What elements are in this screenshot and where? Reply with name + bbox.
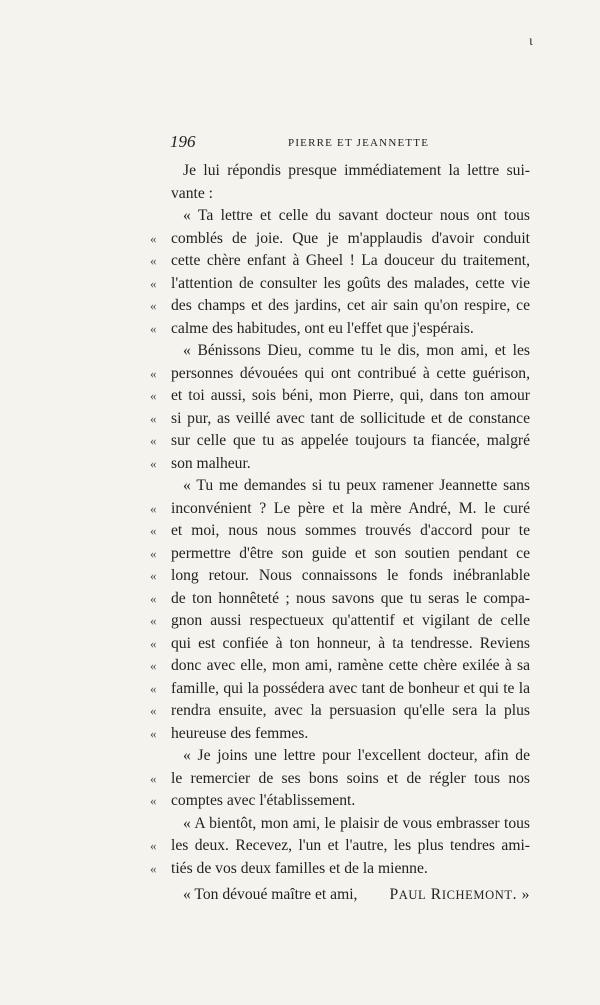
text-line	[150, 520, 530, 543]
line-text: de ton honnêteté ; nous savons que tu seras le compa-	[171, 589, 530, 607]
quote-mark: «	[150, 523, 157, 538]
text-line	[150, 745, 530, 768]
line-text: les deux. Recevez, l'un et l'autre, les plus tendres ami-	[171, 837, 530, 854]
line-text: « Bénissons Dieu, comme tu le dis, mon ami, et les	[183, 342, 530, 359]
line-text: donc avec elle, mon ami, ramène cette chère exilée à sa	[171, 657, 530, 674]
line-text: inconvénient ? Le père et la mère André, M. le curé	[171, 499, 530, 517]
line-text: permettre d'être son guide et son soutien pendant ce	[171, 544, 530, 562]
quote-mark: «	[150, 838, 157, 853]
text-line	[150, 295, 530, 318]
quote-mark: «	[150, 253, 157, 268]
text-line	[150, 228, 530, 251]
quote-mark: «	[150, 230, 157, 246]
quote-mark: «	[150, 658, 157, 673]
text-line	[150, 858, 530, 881]
quote-mark: «	[150, 770, 157, 786]
quote-mark: «	[150, 388, 157, 403]
quote-mark: «	[150, 275, 157, 291]
body-text	[150, 160, 530, 907]
line-text: « A bientôt, mon ami, le plaisir de vous embrasser tous	[183, 814, 530, 832]
text-line	[150, 813, 530, 836]
text-line	[150, 205, 530, 228]
name-initial-1: P	[389, 886, 399, 903]
text-line	[150, 768, 530, 791]
quote-mark: «	[150, 298, 157, 313]
line-text: Je lui répondis presque immédiatement la lettre sui-	[183, 162, 530, 179]
quote-mark: «	[150, 320, 157, 336]
line-text: personnes dévouées qui ont contribué à cette guérison,	[171, 364, 530, 382]
line-text: long retour. Nous connaissons le fonds inébranlable	[171, 567, 530, 584]
quote-mark: «	[150, 410, 157, 426]
quote-mark: «	[150, 365, 157, 381]
name-initial-2: R	[430, 886, 442, 903]
page-header	[170, 134, 530, 154]
quote-mark: «	[150, 433, 157, 448]
line-text: « Ta lettre et celle du savant docteur nous ont tous	[183, 207, 530, 224]
line-text: comblés de joie. Que je m'applaudis d'avoir conduit	[171, 229, 530, 247]
text-line	[150, 700, 530, 723]
name-end: . »	[512, 886, 530, 903]
line-text: famille, qui la possédera avec tant de bonheur et qui te la	[171, 679, 530, 697]
text-line	[150, 475, 530, 498]
text-line	[150, 273, 530, 296]
line-text: qui est confiée à ton honneur, à ta tendresse. Reviens	[171, 634, 530, 652]
text-line	[150, 835, 530, 858]
quote-mark: «	[150, 455, 157, 471]
text-line	[150, 160, 530, 183]
line-text: le remercier de ses bons soins et de régler tous nos	[171, 769, 530, 787]
text-line	[150, 565, 530, 588]
line-text: gnon aussi respectueux qu'attentif et vigilant de celle	[171, 612, 530, 629]
top-mark: ι	[529, 34, 533, 49]
text-line	[150, 250, 530, 273]
text-line	[150, 363, 530, 386]
closing-text: « Ton dévoué maître et ami,	[183, 886, 358, 903]
quote-mark: «	[150, 635, 157, 651]
signature-name	[390, 884, 530, 907]
line-text: comptes avec l'établissement.	[171, 792, 356, 809]
text-line	[150, 610, 530, 633]
line-text: tiés de vos deux familles et de la mienne.	[171, 859, 428, 877]
quote-mark: «	[150, 613, 157, 628]
quote-mark: «	[150, 680, 157, 696]
line-text: « Je joins une lettre pour l'excellent docteur, afin de	[183, 747, 530, 764]
text-line	[150, 498, 530, 521]
text-line	[150, 318, 530, 341]
line-text: rendra ensuite, avec la persuasion qu'elle sera la plus	[171, 702, 530, 719]
text-line	[150, 408, 530, 431]
signature-line	[150, 884, 530, 907]
text-line	[150, 543, 530, 566]
text-line	[150, 633, 530, 656]
page-number: 196	[170, 132, 196, 151]
line-text: heureuse des femmes.	[171, 724, 309, 742]
line-text: sur celle que tu as appelée toujours ta fiancée, malgré	[171, 432, 530, 449]
quote-mark: «	[150, 703, 157, 718]
quote-mark: «	[150, 793, 157, 808]
line-text: des champs et des jardins, cet air sain qu'on respire, ce	[171, 297, 530, 314]
text-line	[150, 655, 530, 678]
line-text: vante :	[171, 184, 213, 202]
line-text: si pur, as veillé avec tant de sollicitude et de constance	[171, 409, 530, 427]
quote-mark: «	[150, 590, 157, 606]
line-text: son malheur.	[171, 454, 251, 472]
line-text: « Tu me demandes si tu peux ramener Jeannette sans	[183, 477, 530, 494]
name-rest-1: AUL	[398, 888, 427, 902]
line-text: l'attention de consulter les goûts des malades, cette vie	[171, 274, 530, 292]
line-text: et moi, nous nous sommes trouvés d'accord pour te	[171, 522, 530, 539]
text-line	[150, 790, 530, 813]
running-head: PIERRE ET JEANNETTE	[288, 137, 430, 149]
name-rest-2: ICHEMONT	[441, 888, 513, 902]
line-text: et toi aussi, sois béni, mon Pierre, qui, dans ton amour	[171, 387, 530, 404]
text-line	[150, 340, 530, 363]
quote-mark: «	[150, 860, 157, 876]
quote-mark: «	[150, 545, 157, 561]
quote-mark: «	[150, 725, 157, 741]
text-line	[150, 723, 530, 746]
line-text: calme des habitudes, ont eu l'effet que j'espérais.	[171, 319, 474, 337]
text-line	[150, 453, 530, 476]
text-line	[150, 588, 530, 611]
text-line	[150, 183, 530, 206]
quote-mark: «	[150, 500, 157, 516]
line-text: cette chère enfant à Gheel ! La douceur du traitement,	[171, 252, 530, 269]
text-line	[150, 430, 530, 453]
quote-mark: «	[150, 568, 157, 583]
text-line	[150, 385, 530, 408]
text-line	[150, 678, 530, 701]
